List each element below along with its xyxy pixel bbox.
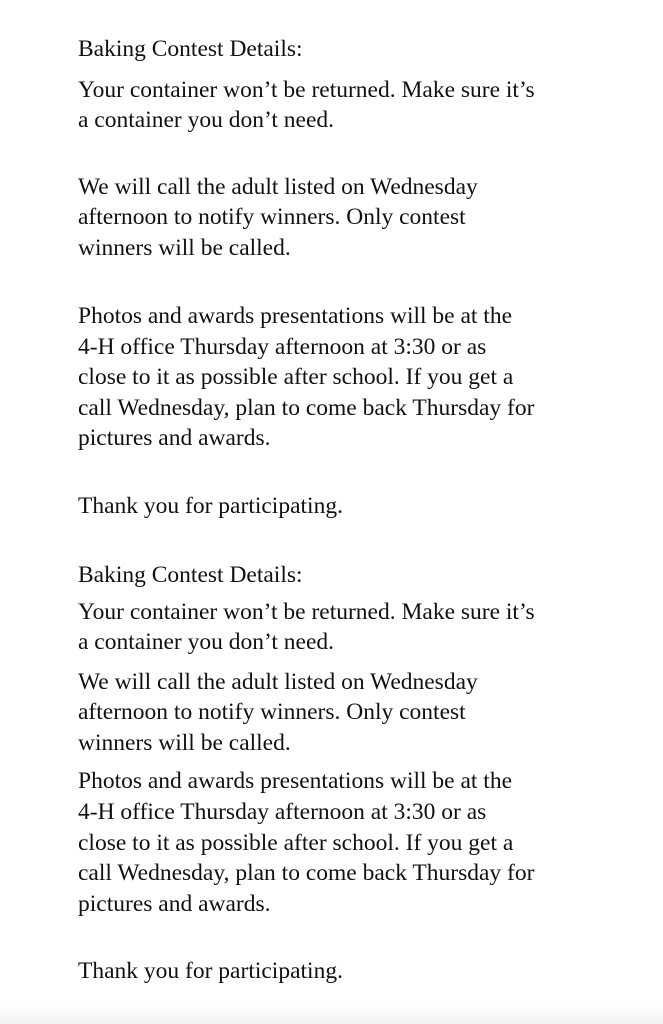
photos-text-line: close to it as possible after school. If you get a — [78, 830, 514, 856]
container-text-line: a container you don’t need. — [78, 629, 335, 655]
container-text-line: a container you don’t need. — [78, 107, 335, 133]
call-text-line: winners will be called. — [78, 235, 291, 261]
photos-text-line: Photos and awards presentations will be at the — [78, 768, 513, 794]
call-text-line: afternoon to notify winners. Only contest — [78, 204, 466, 230]
call-text-line: We will call the adult listed on Wednesday — [78, 174, 478, 200]
photos-text-line: close to it as possible after school. If you get a — [78, 364, 514, 390]
call-text-line: We will call the adult listed on Wednesday — [78, 669, 478, 695]
photos-text-line: 4-H office Thursday afternoon at 3:30 or as — [78, 799, 487, 825]
call-text-line: afternoon to notify winners. Only contest — [78, 699, 466, 725]
bottom-edge-shadow — [0, 1006, 663, 1024]
notice-heading: Baking Contest Details: — [78, 562, 303, 588]
call-text-line: winners will be called. — [78, 730, 291, 756]
photos-text-line: call Wednesday, plan to come back Thursday for — [78, 860, 535, 886]
container-text-line: Your container won’t be returned. Make sure it’s — [78, 599, 535, 625]
thanks-text: Thank you for participating. — [78, 493, 343, 519]
thanks-text: Thank you for participating. — [78, 958, 343, 984]
photos-text-line: call Wednesday, plan to come back Thursday for — [78, 395, 535, 421]
notice-heading: Baking Contest Details: — [78, 36, 303, 62]
photos-text-line: pictures and awards. — [78, 891, 271, 917]
container-text-line: Your container won’t be returned. Make sure it’s — [78, 77, 535, 103]
photos-text-line: 4-H office Thursday afternoon at 3:30 or as — [78, 334, 487, 360]
photos-text-line: pictures and awards. — [78, 425, 271, 451]
photos-text-line: Photos and awards presentations will be at the — [78, 303, 513, 329]
